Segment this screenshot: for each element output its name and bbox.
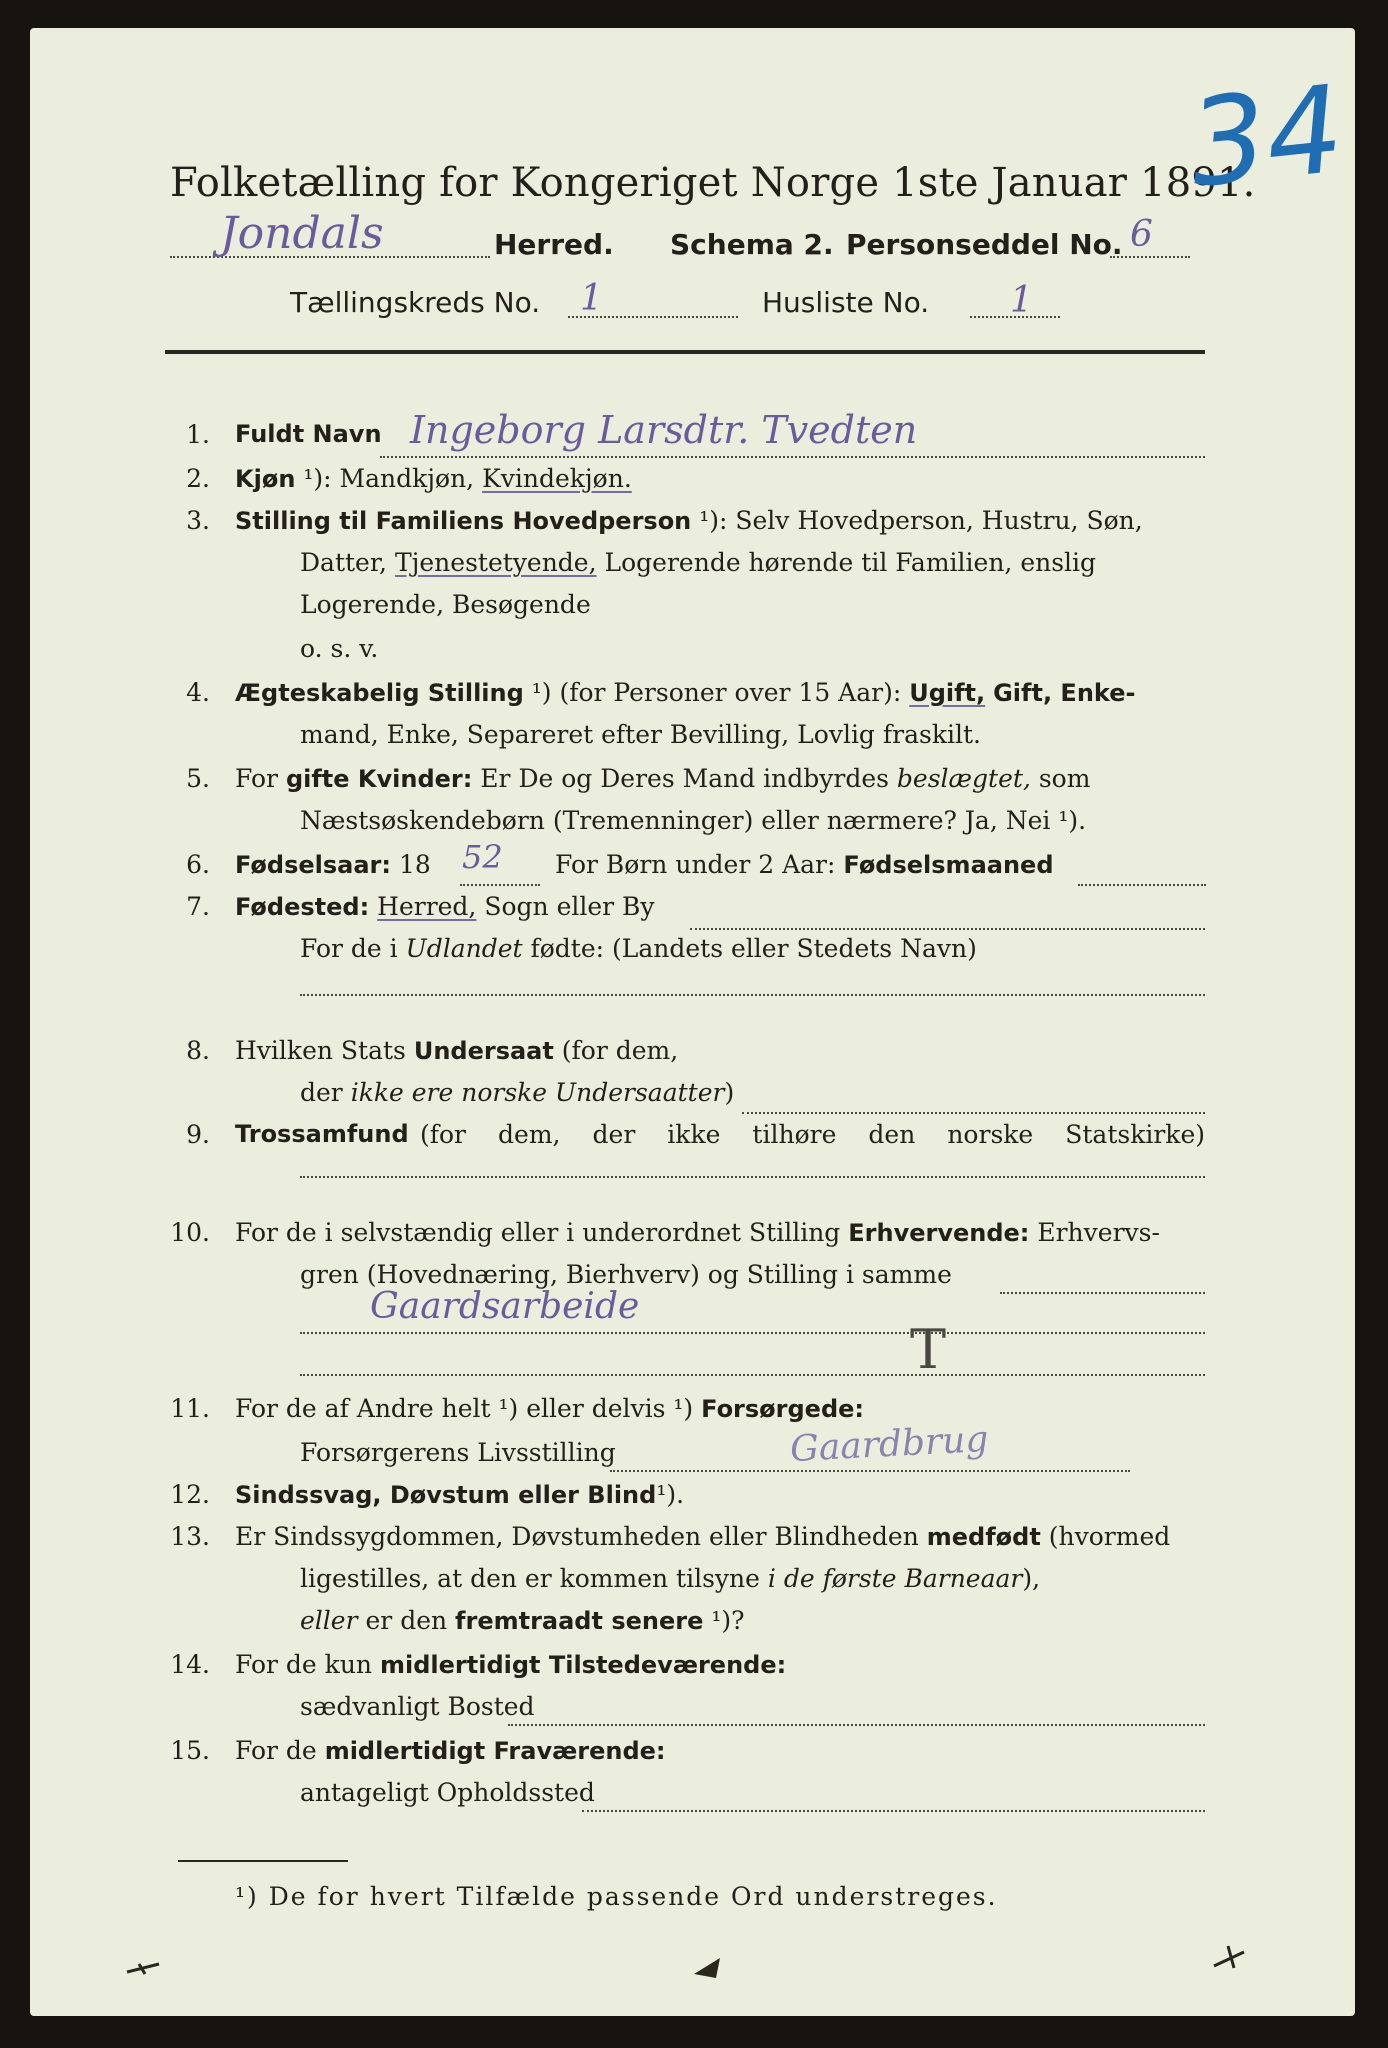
item-1: 1. Fuldt Navn	[186, 420, 382, 449]
item-14: 14. For de kun midlertidigt Tilstedeværende:	[170, 1650, 787, 1679]
schema-label: Schema 2.	[670, 228, 834, 261]
corner-mark-icon	[125, 1958, 165, 1978]
census-form: Folketælling for Kongeriget Norge 1ste Januar 1891. 34 Jondals Herred. Schema 2. Personseddel No. 6 Tællingskreds No. 1 Husliste No. 1 1. Fuldt Navn Ingeborg Larsdtr. Tvedten 2. Kjøn ¹): Mandkjøn, Kvindekjøn. 3. Stilling til Familiens Hovedperson ¹): Selv Hovedperson, Hustru, Søn, Datter, Tjenestetyende, Logerende hørende til Familien, enslig Logerende, Besøgende o. s. v. 4. Ægteskabelig Stilling ¹) (for Personer over 15 Aar): Ugift, Gift, Enke- mand, Enke, Separeret efter Bevilling, Lovlig fraskilt. 5. For gifte Kvinder: Er De og Deres Mand indbyrdes beslægtet, som Næstsøskendebørn (Tremenninger) eller nærmere? Ja, Nei ¹). 6. Fødselsaar: 18 For Børn under 2 Aar: Fødselsmaaned 52 7. Fødested: Herred, Sogn eller By For de i Udlandet fødte: (Landets eller Stedets Navn) 8. Hvilken Stats Undersaat (for dem, der ikke ere norske Undersaatter) 9. Trossamfund (for dem, der ikke tilhøre den norske Statskirke) 10. For de i selvstændig eller i underordnet Stilling Erhvervende: Erhvervs- gren (Hovednæring, Bierhverv) og Stilling i samme Gaardsarbeide T 11. For de af Andre helt ¹) eller delvis ¹) Forsørgede: Forsørgerens Livsstilling Gaardbrug 12. Sindssvag, Døvstum eller Blind¹). 13. Er Sindssygdommen, Døvstumheden eller Blindheden medfødt (hvormed ligestilles, at den er kommen tilsyne i de første Barneaar), eller er den fremtraadt senere ¹)? 14. For de kun midlertidigt Tilstedeværende: sædvanligt Bosted 15. For de midlertidigt Fraværende: antageligt Opholdssted ¹) De for hvert Tilfælde passende Ord understreges.	[30, 28, 1355, 2016]
label-fuldt-navn: Fuldt Navn	[235, 420, 382, 448]
corner-mark-icon	[1210, 1942, 1250, 1972]
forsorger-value: Gaardbrug	[789, 1418, 990, 1471]
name-value: Ingeborg Larsdtr. Tvedten	[410, 408, 918, 452]
birth-year-value: 52	[462, 838, 503, 876]
footnote: ¹) De for hvert Tilfælde passende Ord understreges.	[235, 1882, 998, 1911]
item-12: 12. Sindssvag, Døvstum eller Blind¹).	[170, 1480, 685, 1509]
label-kjon: Kjøn	[235, 465, 296, 493]
personseddel-label: Personseddel No.	[846, 228, 1123, 261]
personseddel-line	[1110, 256, 1190, 258]
label-medfodt: medfødt	[926, 1523, 1041, 1551]
husliste-value: 1	[1010, 280, 1033, 321]
footnote-rule	[178, 1860, 348, 1862]
item-10: 10. For de i selvstændig eller i underordnet Stilling Erhvervende: Erhvervs-	[170, 1218, 1160, 1247]
kreds-label: Tællingskreds No.	[290, 286, 541, 319]
fodested-selected: Herred,	[377, 892, 477, 921]
archive-number: 34	[1183, 60, 1350, 215]
item-5: 5. For gifte Kvinder: Er De og Deres Mand indbyrdes beslægtet, som	[186, 764, 1091, 793]
civil-status-selected: Ugift,	[909, 679, 986, 707]
herred-label: Herred.	[494, 228, 614, 261]
form-title: Folketælling for Kongeriget Norge 1ste Januar 1891.	[170, 160, 1256, 206]
husliste-label: Husliste No.	[762, 286, 930, 319]
label-fravaerende: midlertidigt Fraværende:	[324, 1737, 666, 1765]
kreds-value: 1	[580, 278, 603, 319]
item-3: 3. Stilling til Familiens Hovedperson ¹): Selv Hovedperson, Hustru, Søn,	[186, 506, 1143, 535]
label-fodselsaar: Fødselsaar:	[235, 851, 391, 879]
item-13: 13. Er Sindssygdommen, Døvstumheden eller Blindheden medfødt (hvormed	[170, 1522, 1171, 1551]
label-fodested: Fødested:	[235, 893, 370, 921]
label-aegteskabelig: Ægteskabelig Stilling	[235, 679, 524, 707]
name-line	[380, 456, 1205, 458]
kjon-selected: Kvindekjøn.	[482, 464, 632, 493]
label-tilstedevaerende: midlertidigt Tilstedeværende:	[379, 1651, 787, 1679]
label-stilling: Stilling til Familiens Hovedperson	[235, 507, 692, 535]
item-8: 8. Hvilken Stats Undersaat (for dem,	[186, 1036, 679, 1065]
herred-value: Jondals	[220, 208, 384, 259]
item-9: 9. Trossamfund (for dem, der ikke tilhøre den norske Statskirke)	[186, 1120, 1205, 1149]
occupation-value: Gaardsarbeide	[370, 1286, 640, 1327]
stilling-selected: Tjenestetyende,	[394, 548, 597, 577]
label-forsorgede: Forsørgede:	[701, 1395, 865, 1423]
label-undersaat: Undersaat	[413, 1037, 554, 1065]
item-2: 2. Kjøn ¹): Mandkjøn, Kvindekjøn.	[186, 464, 632, 493]
item-7: 7. Fødested: Herred, Sogn eller By	[186, 892, 655, 921]
header-rule	[165, 350, 1205, 354]
item-6: 6. Fødselsaar: 18 For Børn under 2 Aar: Fødselsmaaned	[186, 850, 1054, 879]
personseddel-value: 6	[1130, 214, 1153, 255]
dash-mark: T	[910, 1318, 947, 1381]
item-11: 11. For de af Andre helt ¹) eller delvis ¹) Forsørgede:	[170, 1394, 865, 1423]
item-4: 4. Ægteskabelig Stilling ¹) (for Personer over 15 Aar): Ugift, Gift, Enke-	[186, 678, 1136, 707]
item-15: 15. For de midlertidigt Fraværende:	[170, 1736, 666, 1765]
label-trossamfund: Trossamfund	[235, 1120, 409, 1148]
label-erhvervende: Erhvervende:	[848, 1219, 1030, 1247]
corner-mark-icon	[690, 1952, 726, 1982]
label-sindssvag: Sindssvag, Døvstum eller Blind	[235, 1481, 657, 1509]
